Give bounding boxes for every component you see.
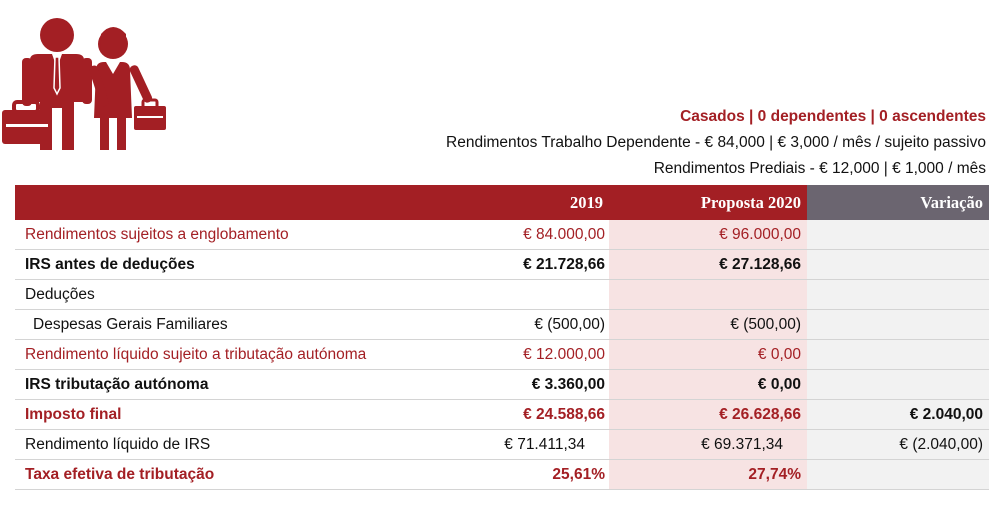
value-variation — [807, 460, 989, 489]
value-variation: € (2.040,00) — [807, 430, 989, 459]
row-label: Deduções — [25, 285, 95, 303]
table-row — [15, 340, 989, 370]
header-label — [15, 185, 435, 220]
row-label: Rendimento líquido de IRS — [25, 435, 211, 453]
value-variation — [807, 310, 989, 339]
value-2019: € 21.728,66 — [523, 255, 605, 273]
table-row — [15, 310, 989, 340]
row-label: Imposto final — [25, 405, 122, 423]
header-variacao: Variação — [807, 185, 989, 220]
value-2020: € 0,00 — [609, 370, 807, 399]
value-2019: € 71.411,34 — [504, 435, 585, 453]
employment-income-line: Rendimentos Trabalho Dependente - € 84,000 | € 3,000 / mês / sujeito passivo — [446, 134, 986, 151]
value-variation — [807, 340, 989, 369]
property-income-line: Rendimentos Prediais - € 12,000 | € 1,000 / mês — [653, 160, 986, 177]
value-variation — [807, 250, 989, 279]
value-2020: € 69.371,34 — [609, 430, 807, 459]
value-2019: € 24.588,66 — [523, 405, 605, 423]
table-row — [15, 280, 989, 310]
value-2019: € 84.000,00 — [523, 225, 605, 243]
household-summary: Casados | 0 dependentes | 0 ascendentes — [680, 108, 986, 125]
table-row — [15, 460, 989, 490]
value-2020 — [609, 280, 807, 309]
header-2019: 2019 — [435, 185, 609, 220]
scenario-header — [446, 104, 986, 182]
tax-comparison-table — [15, 185, 989, 490]
table-row — [15, 220, 989, 250]
header-proposta-2020: Proposta 2020 — [609, 185, 807, 220]
value-variation — [807, 370, 989, 399]
value-2019: 25,61% — [552, 465, 605, 483]
table-row — [15, 370, 989, 400]
row-label: IRS tributação autónoma — [25, 375, 209, 393]
value-2019 — [435, 280, 609, 309]
value-variation: € 2.040,00 — [807, 400, 989, 429]
value-2019: € 12.000,00 — [523, 345, 605, 363]
value-2020: € 27.128,66 — [609, 250, 807, 279]
value-2020: € (500,00) — [609, 310, 807, 339]
table-row — [15, 430, 989, 460]
row-label: IRS antes de deduções — [25, 255, 195, 273]
row-label: Rendimentos sujeitos a englobamento — [25, 225, 289, 243]
table-header — [15, 185, 989, 220]
value-2020: € 96.000,00 — [609, 220, 807, 249]
value-2020: € 26.628,66 — [609, 400, 807, 429]
table-row — [15, 250, 989, 280]
value-variation — [807, 280, 989, 309]
row-label: Rendimento líquido sujeito a tributação autónoma — [25, 345, 367, 363]
value-2019: € (500,00) — [534, 315, 605, 333]
table-row — [15, 400, 989, 430]
value-variation — [807, 220, 989, 249]
value-2020: € 0,00 — [609, 340, 807, 369]
row-label: Despesas Gerais Familiares — [33, 315, 228, 333]
business-couple-icon — [0, 10, 170, 152]
row-label: Taxa efetiva de tributação — [25, 465, 215, 483]
value-2020: 27,74% — [609, 460, 807, 489]
value-2019: € 3.360,00 — [531, 375, 605, 393]
